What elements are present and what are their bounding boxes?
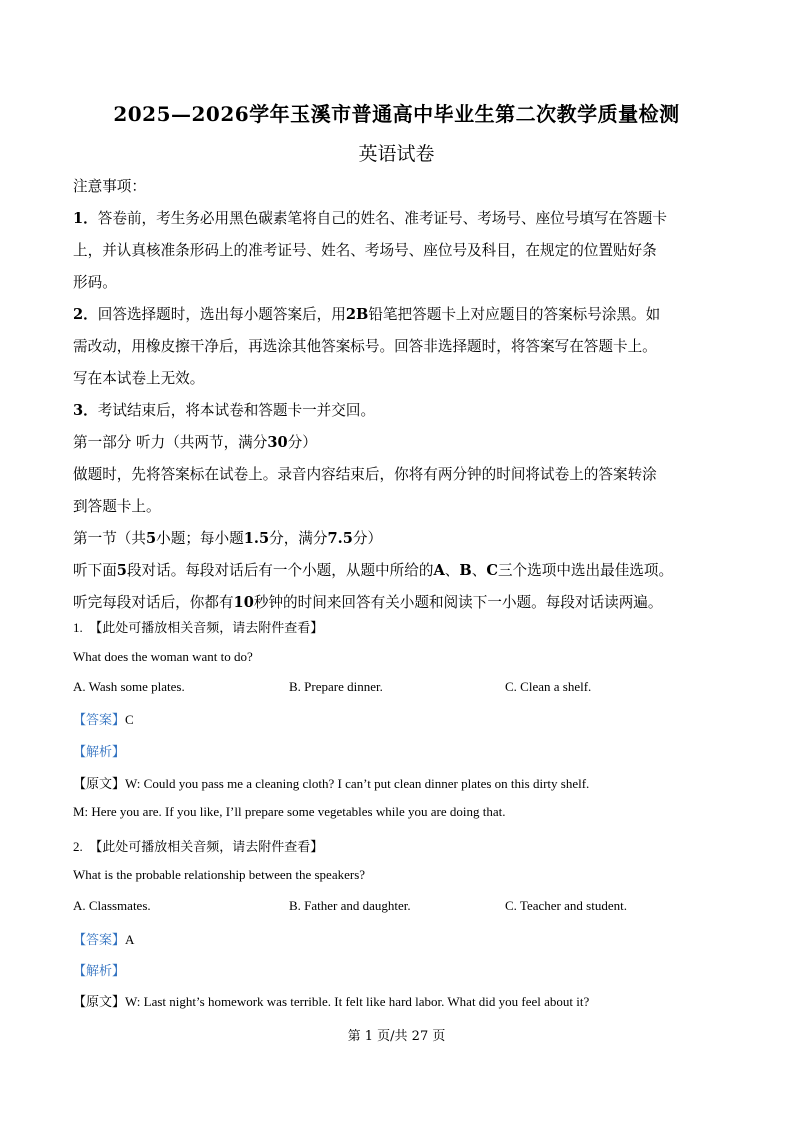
question-1-option-b: B. Prepare dinner.: [289, 679, 383, 694]
question-2-audio-link[interactable]: 【此处可播放相关音频，请去附件查看】: [89, 839, 324, 854]
i1-h: C: [486, 562, 498, 579]
s1-d: 1.5: [243, 530, 270, 547]
notice-item-1-line-3: 形码。: [73, 274, 117, 291]
question-2-answer-label: 【答案】: [73, 932, 126, 947]
question-1-number: 1.: [73, 620, 83, 635]
notice-item-2-number: 2．: [73, 306, 98, 323]
notice-heading: 注意事项：: [73, 178, 146, 195]
question-1-answer-label: 【答案】: [73, 712, 126, 727]
i1-d: A: [433, 562, 445, 579]
question-2-header: [73, 836, 733, 855]
question-1-source-label: 【原文】: [73, 776, 126, 791]
notice-item-2-line-1: [73, 299, 723, 331]
question-2-analysis-label: 【解析】: [73, 963, 126, 978]
i1-i: 三个选项中选出最佳选项。: [497, 562, 674, 579]
s1-b: 5: [145, 530, 157, 547]
page-footer: 第 1 页/共 27 页: [347, 1029, 446, 1044]
question-2-source-label: 【原文】: [73, 994, 126, 1009]
question-2-stem: What is the probable relationship between the speakers?: [73, 867, 366, 882]
notice-item-3-text: 考试结束后，将本试卷和答题卡一并交回。: [97, 402, 376, 419]
question-1-answer-value: C: [125, 712, 134, 727]
notice-item-3-number: 3．: [73, 402, 98, 419]
i2-c: 秒钟的时间来回答有关小题和阅读下一小题。每段对话读两遍。: [253, 594, 663, 611]
question-1-answer: [73, 709, 733, 728]
section1-instruction-line-1: [73, 555, 723, 587]
question-1-option-a: A. Wash some plates.: [73, 679, 185, 694]
question-2-answer-value: A: [125, 932, 135, 947]
s1-a: 第一节（共: [73, 530, 146, 547]
notice-item-1-text: 答卷前，考生务必用黑色碳素笔将自己的姓名、准考证号、考场号、座位号填写在答题卡: [97, 210, 667, 227]
question-2-option-b: B. Father and daughter.: [289, 898, 411, 913]
part1-heading: [73, 427, 723, 459]
question-1-source-line-2: M: Here you are. If you like, I’ll prepare some vegetables while you are doing that.: [73, 804, 506, 819]
question-1-source-line-1: [73, 773, 733, 792]
notice-item-1-line-2: 上，并认真核准条形码上的准考证号、姓名、考场号、座位号及科目，在规定的位置贴好条: [73, 242, 657, 259]
notice-item-2-line-3: 写在本试卷上无效。: [73, 370, 205, 387]
s1-e: 分，满分: [269, 530, 328, 547]
question-2-answer: [73, 929, 733, 948]
section1-instruction-line-2: [73, 587, 723, 619]
part1-instruction-line-2: 到答题卡上。: [73, 498, 161, 515]
i1-b: 5: [116, 562, 127, 579]
question-2-source-text-1: W: Last night’s homework was terrible. It felt like hard labor. What did you feel about it?: [125, 994, 590, 1009]
question-1-audio-link[interactable]: 【此处可播放相关音频，请去附件查看】: [89, 620, 324, 635]
page-subtitle: 英语试卷: [358, 143, 435, 165]
question-1-source-text-1: W: Could you pass me a cleaning cloth? I can’t put clean dinner plates on this dirty shelf.: [125, 776, 590, 791]
part1-heading-score: 30: [267, 434, 288, 451]
notice-item-2-text-a: 回答选择题时，选出每小题答案后，用: [97, 306, 346, 323]
i1-e: 、: [444, 562, 460, 579]
i1-c: 段对话。每段对话后有一个小题，从题中所给的: [126, 562, 434, 579]
notice-item-1-number: 1．: [73, 210, 98, 227]
notice-block: [73, 171, 723, 619]
s1-c: 小题；每小题: [156, 530, 244, 547]
s1-g: 分）: [352, 530, 383, 547]
i1-f: B: [459, 562, 472, 579]
question-2-number: 2.: [73, 839, 83, 854]
question-1-header: [73, 617, 733, 636]
s1-f: 7.5: [327, 530, 353, 547]
part1-heading-a: 第一部分 听力（共两节，满分: [73, 434, 268, 451]
part1-heading-c: 分）: [287, 434, 317, 451]
notice-item-2-pencil: 2B: [345, 306, 369, 323]
i1-a: 听下面: [73, 562, 117, 579]
question-1-stem: What does the woman want to do?: [73, 649, 253, 664]
notice-item-2-line-2: 需改动，用橡皮擦干净后，再选涂其他答案标号。回答非选择题时，将答案写在答题卡上。: [73, 338, 657, 355]
question-2-source-line-1: [73, 991, 733, 1010]
notice-item-1-line-1: [73, 203, 723, 235]
i1-g: 、: [471, 562, 487, 579]
notice-item-2-text-c: 铅笔把答题卡上对应题目的答案标号涂黑。如: [368, 306, 661, 323]
notice-item-3-line-1: [73, 395, 723, 427]
i2-b: 10: [233, 594, 254, 611]
section1-heading: [73, 523, 723, 555]
part1-instruction-line-1: 做题时，先将答案标在试卷上。录音内容结束后，你将有两分钟的时间将试卷上的答案转涂: [73, 466, 657, 483]
i2-a: 听完每段对话后，你都有: [73, 594, 234, 611]
question-1-option-c: C. Clean a shelf.: [505, 679, 592, 694]
question-2-option-c: C. Teacher and student.: [505, 898, 627, 913]
question-2-option-a: A. Classmates.: [73, 898, 151, 913]
page-title: 2025—2026学年玉溪市普通高中毕业生第二次教学质量检测: [113, 102, 680, 126]
question-1-analysis-label: 【解析】: [73, 744, 126, 759]
